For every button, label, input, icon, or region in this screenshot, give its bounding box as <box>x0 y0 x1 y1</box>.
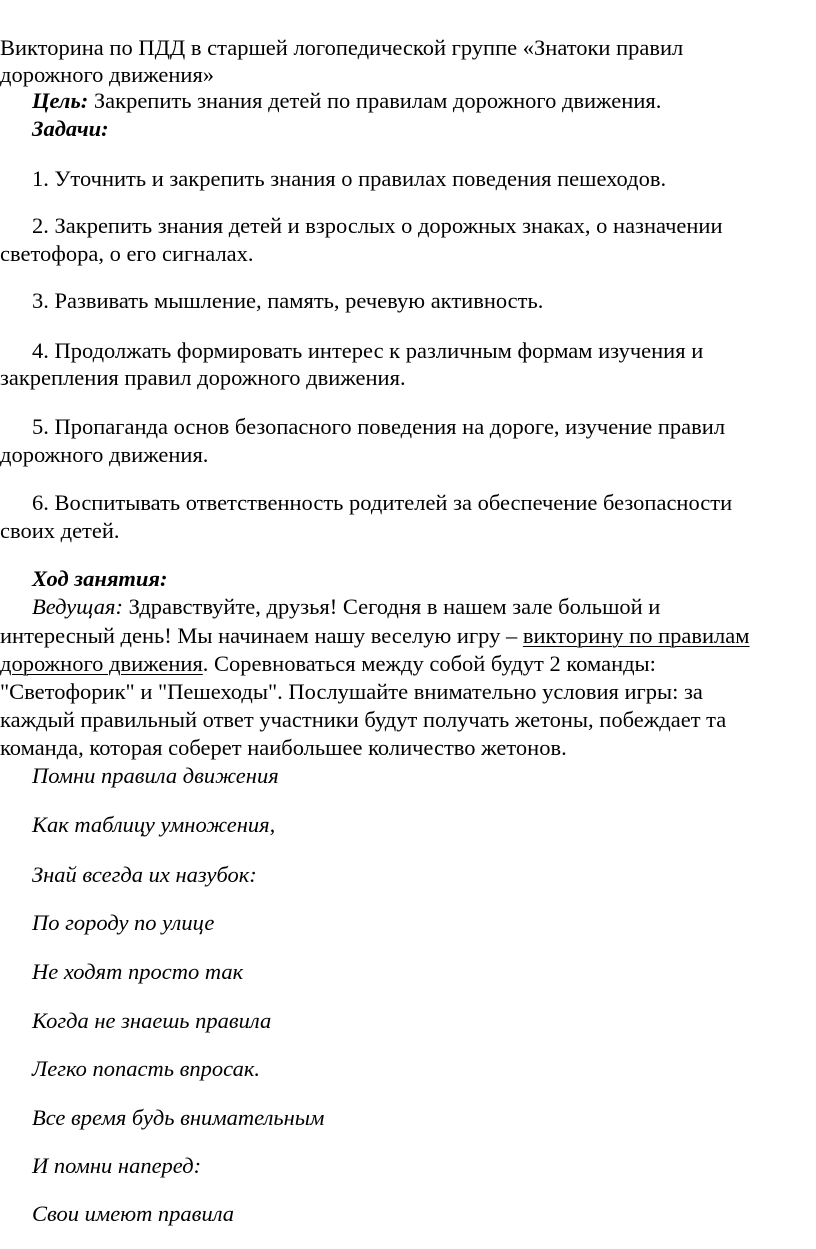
poem-line: И помни наперед: <box>32 1153 202 1178</box>
speaker-label: Ведущая: <box>32 594 123 619</box>
poem-line: Как таблицу умножения, <box>32 812 276 837</box>
task-item: 3. Развивать мышление, память, речевую активность. <box>32 288 544 313</box>
poem-line: Легко попасть впросак. <box>32 1056 260 1081</box>
task-item: 2. Закрепить знания детей и взрослых о дорожных знаках, о назначении <box>32 213 723 238</box>
poem-line: Свои имеют правила <box>32 1201 235 1226</box>
document-title-line-1: Викторина по ПДД в старшей логопедической группе «Знатоки правил <box>0 35 684 60</box>
task-item-continuation: дорожного движения. <box>0 442 209 467</box>
task-item: 5. Пропаганда основ безопасного поведения на дороге, изучение правил <box>32 414 726 439</box>
poem-line: По городу по улице <box>32 910 215 935</box>
goal-paragraph <box>32 90 661 113</box>
quiz-link-continuation[interactable]: дорожного движения <box>0 651 203 676</box>
lesson-text-line: Ведущая: Здравствуйте, друзья! Сегодня в нашем зале большой и <box>32 594 661 619</box>
poem-line: Все время будь внимательным <box>32 1105 325 1130</box>
goal-label: Цель: <box>32 88 89 113</box>
document-title-line-2: дорожного движения» <box>0 62 215 87</box>
task-item-continuation: закрепления правил дорожного движения. <box>0 365 406 390</box>
task-item-continuation: светофора, о его сигналах. <box>0 241 254 266</box>
quiz-link[interactable]: викторину по правилам <box>522 623 750 648</box>
tasks-heading: Задачи: <box>32 116 109 141</box>
task-item: 1. Уточнить и закрепить знания о правилах поведения пешеходов. <box>32 166 667 191</box>
poem-line: Знай всегда их назубок: <box>32 862 257 887</box>
task-item-continuation: своих детей. <box>0 518 120 543</box>
lesson-text-line: команда, которая соберет наибольшее количество жетонов. <box>0 735 567 760</box>
lesson-text-line: интересный день! Мы начинаем нашу веселую игру – викторину по правилам <box>0 623 750 648</box>
poem-line: Не ходят просто так <box>32 959 244 984</box>
task-item: 4. Продолжать формировать интерес к различным формам изучения и <box>32 338 704 363</box>
lesson-heading: Ход занятия: <box>32 566 168 591</box>
task-item: 6. Воспитывать ответственность родителей за обеспечение безопасности <box>32 490 733 515</box>
lesson-text-line: дорожного движения. Соревноваться между собой будут 2 команды: <box>0 651 656 676</box>
lesson-text-line: "Светофорик" и "Пешеходы". Послушайте внимательно условия игры: за <box>0 679 703 704</box>
poem-line: Помни правила движения <box>32 763 279 788</box>
poem-line: Когда не знаешь правила <box>32 1008 272 1033</box>
lesson-text-line: каждый правильный ответ участники будут получать жетоны, побеждает та <box>0 707 727 732</box>
goal-text: Закрепить знания детей по правилам дорожного движения. <box>88 88 662 113</box>
